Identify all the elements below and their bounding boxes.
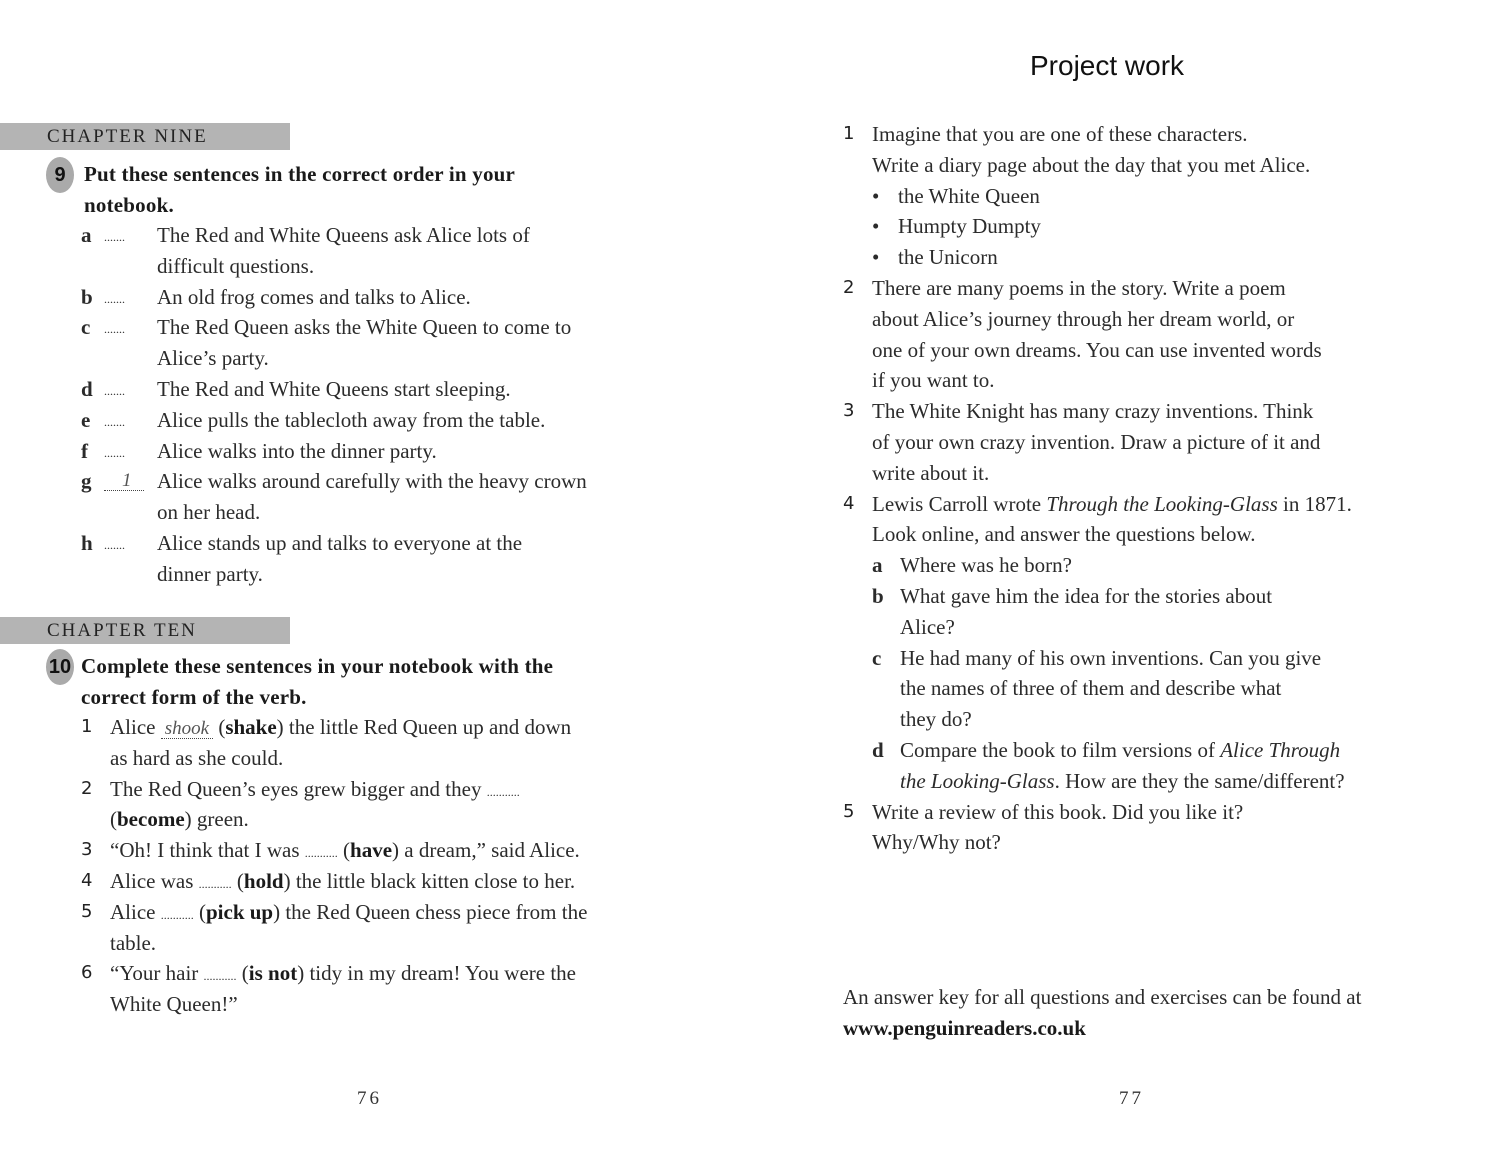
sub-item-letter: c bbox=[872, 646, 882, 670]
text-segment: ) green. bbox=[184, 807, 249, 831]
item-text: if you want to. bbox=[872, 368, 995, 392]
verb: pick up bbox=[205, 900, 274, 924]
text-segment: ) the little Red Queen up and down bbox=[276, 715, 572, 739]
item-number: b bbox=[81, 285, 93, 309]
text-segment: Alice bbox=[110, 715, 161, 739]
item-text: Alice’s party. bbox=[157, 346, 269, 370]
item-text bbox=[110, 899, 587, 925]
item-number: e bbox=[81, 408, 91, 432]
item-text: There are many poems in the story. Write a poem bbox=[872, 276, 1286, 300]
page-number: 76 bbox=[357, 1088, 382, 1109]
item-number: 6 bbox=[81, 962, 93, 983]
bullet: • bbox=[872, 245, 880, 269]
text-segment: ( bbox=[213, 715, 226, 739]
verb: shake bbox=[225, 715, 277, 739]
exercise-heading: Complete these sentences in your notebook with the bbox=[81, 654, 554, 678]
sub-item-text bbox=[900, 768, 1345, 794]
item-text bbox=[110, 868, 575, 894]
answer-blank: ....... bbox=[104, 446, 125, 460]
sub-item-text: they do? bbox=[900, 707, 972, 731]
item-number: 1 bbox=[843, 123, 855, 144]
sub-item-text: Alice? bbox=[900, 615, 955, 639]
chapter-nine-banner bbox=[0, 123, 290, 150]
item-text bbox=[872, 491, 1352, 517]
item-number: 3 bbox=[843, 400, 855, 421]
sub-item-text: Humpty Dumpty bbox=[898, 214, 1041, 238]
item-number: a bbox=[81, 223, 92, 247]
item-number: 4 bbox=[81, 870, 93, 891]
verb: is not bbox=[248, 961, 298, 985]
text-segment: ) the little black kitten close to her. bbox=[283, 869, 576, 893]
text-segment: ) a dream,” said Alice. bbox=[392, 838, 580, 862]
item-text: Why/Why not? bbox=[872, 830, 1001, 854]
text-segment: ) the Red Queen chess piece from the bbox=[273, 900, 588, 924]
item-text: Alice walks around carefully with the heavy crown bbox=[157, 469, 587, 493]
answer-blank: ........... bbox=[304, 846, 338, 860]
answer-blank bbox=[104, 466, 144, 492]
text-segment: The Red Queen’s eyes grew bigger and they bbox=[110, 777, 487, 801]
item-number: 3 bbox=[81, 839, 93, 860]
text-segment: ( bbox=[193, 900, 206, 924]
text-segment: ( bbox=[231, 869, 244, 893]
answer-blank: ........... bbox=[486, 785, 520, 799]
item-number: 1 bbox=[81, 716, 93, 737]
text-segment: “Oh! I think that I was bbox=[110, 838, 305, 862]
verb: have bbox=[350, 838, 393, 862]
item-text bbox=[110, 960, 576, 986]
text-segment: Alice was bbox=[110, 869, 199, 893]
answer-blank: ....... bbox=[104, 384, 125, 398]
item-number: g bbox=[81, 469, 92, 493]
item-text: White Queen!” bbox=[110, 992, 238, 1016]
answer-blank: ........... bbox=[160, 908, 194, 922]
page-number: 77 bbox=[1119, 1088, 1144, 1109]
item-number: f bbox=[81, 439, 88, 463]
item-number: 2 bbox=[843, 277, 855, 298]
item-text: of your own crazy invention. Draw a picture of it and bbox=[872, 430, 1321, 454]
item-text: on her head. bbox=[157, 500, 261, 524]
item-text: table. bbox=[110, 931, 157, 955]
item-text: write about it. bbox=[872, 461, 990, 485]
answer-blank: ........... bbox=[198, 877, 232, 891]
text-segment: Lewis Carroll wrote bbox=[872, 492, 1047, 516]
item-text: Write a review of this book. Did you like it? bbox=[872, 800, 1244, 824]
sub-item-text: Where was he born? bbox=[900, 553, 1072, 577]
text-segment: ( bbox=[236, 961, 249, 985]
verb: become bbox=[117, 807, 185, 831]
exercise-heading: correct form of the verb. bbox=[81, 685, 307, 709]
exercise-heading: notebook. bbox=[84, 193, 174, 217]
text-segment: Alice bbox=[110, 900, 161, 924]
exercise-heading: Put these sentences in the correct order in your bbox=[84, 162, 516, 186]
sub-item-letter: b bbox=[872, 584, 884, 608]
text-segment: “Your hair bbox=[110, 961, 204, 985]
page-title: Project work bbox=[1030, 50, 1185, 81]
chapter-ten-banner bbox=[0, 617, 290, 644]
text-segment: Compare the book to film versions of bbox=[900, 738, 1221, 762]
item-text: The Red and White Queens start sleeping. bbox=[157, 377, 511, 401]
item-text bbox=[110, 776, 520, 802]
answer-key-note: An answer key for all questions and exercises can be found at bbox=[843, 985, 1362, 1009]
sub-item-text: He had many of his own inventions. Can you give bbox=[900, 646, 1322, 670]
item-number: 5 bbox=[81, 901, 93, 922]
item-text: The White Knight has many crazy inventions. Think bbox=[872, 399, 1314, 423]
answer-blank: ....... bbox=[104, 538, 125, 552]
text-segment: . How are they the same/different? bbox=[1054, 769, 1345, 793]
chapter-label: CHAPTER TEN bbox=[47, 620, 197, 641]
item-text: difficult questions. bbox=[157, 254, 315, 278]
sub-item-text bbox=[900, 737, 1340, 763]
item-text: dinner party. bbox=[157, 562, 263, 586]
handwritten-answer: shook bbox=[161, 720, 213, 739]
item-text: The Red Queen asks the White Queen to come to bbox=[157, 315, 572, 339]
item-text bbox=[110, 806, 249, 832]
item-number: 5 bbox=[843, 801, 855, 822]
item-text: The Red and White Queens ask Alice lots of bbox=[157, 223, 530, 247]
text-segment: Alice Through bbox=[1220, 738, 1341, 762]
sub-item-text: the Unicorn bbox=[898, 245, 998, 269]
verb: hold bbox=[243, 869, 284, 893]
item-text: Alice walks into the dinner party. bbox=[157, 439, 437, 463]
item-number: 2 bbox=[81, 778, 93, 799]
item-text: about Alice’s journey through her dream world, or bbox=[872, 307, 1295, 331]
handwritten-answer: 1 bbox=[104, 472, 144, 491]
item-text: Alice stands up and talks to everyone at the bbox=[157, 531, 523, 555]
sub-item-letter: d bbox=[872, 738, 884, 762]
exercise-number-badge: 9 bbox=[46, 157, 74, 193]
item-text: Imagine that you are one of these characters. bbox=[872, 122, 1248, 146]
item-number: c bbox=[81, 315, 91, 339]
text-segment: ( bbox=[337, 838, 351, 862]
exercise-number-badge: 10 bbox=[46, 649, 74, 685]
item-text bbox=[110, 714, 571, 740]
sub-item-letter: a bbox=[872, 553, 883, 577]
answer-blank: ....... bbox=[104, 415, 125, 429]
text-segment: ) tidy in my dream! You were the bbox=[297, 961, 577, 985]
item-text bbox=[110, 837, 580, 863]
item-number: 4 bbox=[843, 493, 855, 514]
answer-blank: ....... bbox=[104, 292, 125, 306]
item-text: one of your own dreams. You can use invented words bbox=[872, 338, 1322, 362]
chapter-label: CHAPTER NINE bbox=[47, 126, 208, 147]
item-text: Look online, and answer the questions below. bbox=[872, 522, 1256, 546]
answer-blank: ....... bbox=[104, 322, 125, 336]
answer-key-link[interactable]: www.penguinreaders.co.uk bbox=[843, 1016, 1086, 1040]
answer-blank: ....... bbox=[104, 230, 125, 244]
bullet: • bbox=[872, 184, 880, 208]
text-segment: in 1871. bbox=[1277, 492, 1352, 516]
answer-blank: ........... bbox=[203, 969, 237, 983]
item-text: An old frog comes and talks to Alice. bbox=[157, 285, 471, 309]
bullet: • bbox=[872, 214, 880, 238]
text-segment: Through the Looking-Glass bbox=[1046, 492, 1278, 516]
text-segment: ( bbox=[110, 807, 117, 831]
sub-item-text: the names of three of them and describe what bbox=[900, 676, 1282, 700]
sub-item-text: the White Queen bbox=[898, 184, 1040, 208]
item-text: as hard as she could. bbox=[110, 746, 284, 770]
sub-item-text: What gave him the idea for the stories about bbox=[900, 584, 1273, 608]
item-text: Write a diary page about the day that you met Alice. bbox=[872, 153, 1311, 177]
item-text: Alice pulls the tablecloth away from the table. bbox=[157, 408, 546, 432]
item-number: h bbox=[81, 531, 93, 555]
item-number: d bbox=[81, 377, 93, 401]
text-segment: the Looking-Glass bbox=[900, 769, 1055, 793]
